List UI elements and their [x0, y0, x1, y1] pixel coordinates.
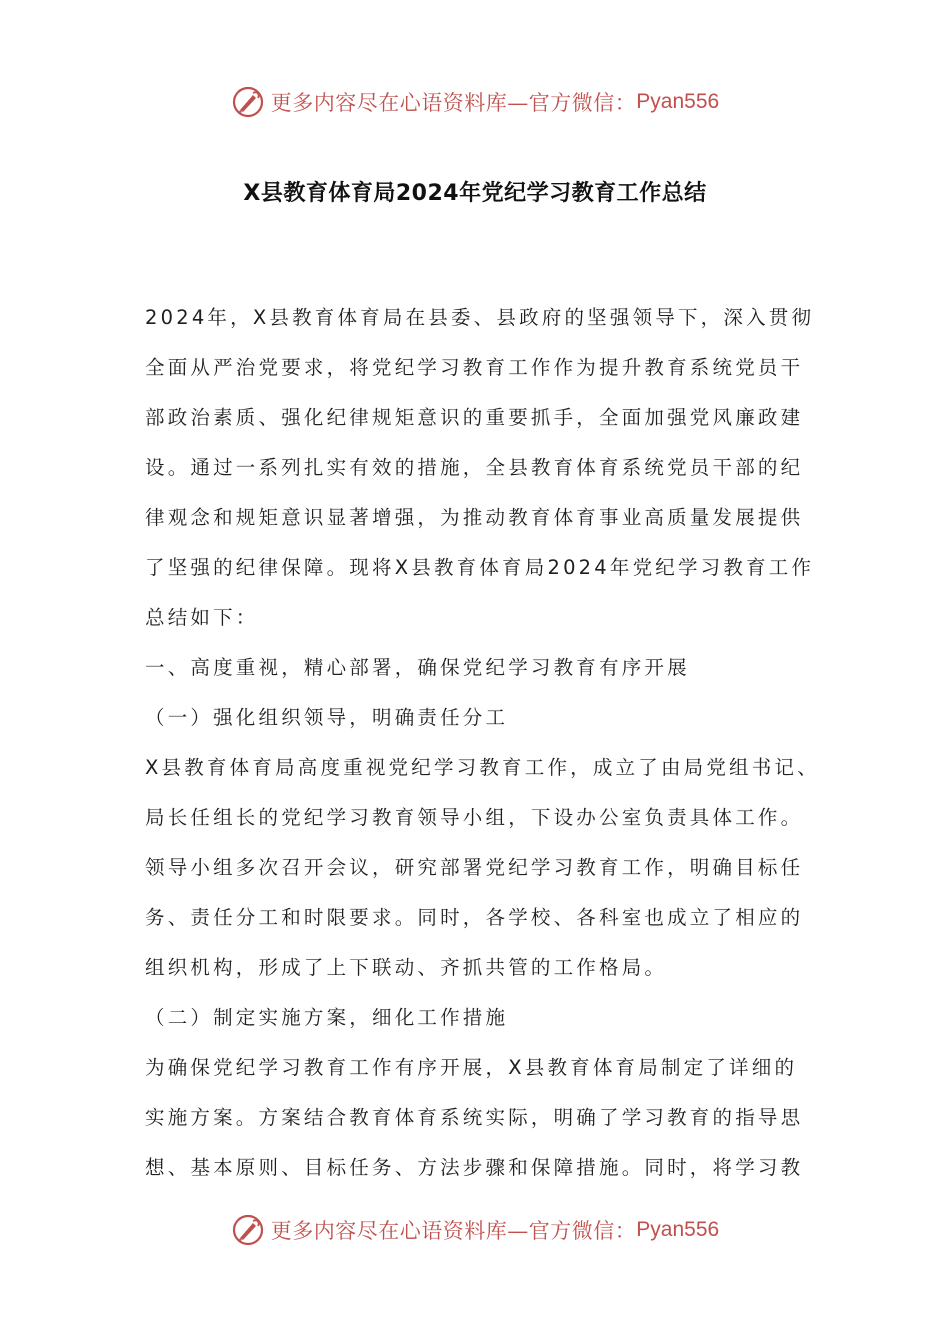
- text-line: 局长任组长的党纪学习教育领导小组，下设办公室负责具体工作。: [145, 806, 804, 829]
- text-line: 部政治素质、强化纪律规矩意识的重要抓手，全面加强党风廉政建: [145, 406, 804, 429]
- pen-logo-icon: [231, 85, 265, 119]
- watermark-text: 更多内容尽在心语资料库—官方微信：: [270, 91, 637, 115]
- subsection-heading: （一）强化组织领导，明确责任分工: [145, 706, 509, 729]
- text-line: 设。通过一系列扎实有效的措施，全县教育体育系统党员干部的纪: [145, 456, 804, 479]
- document-body: [145, 293, 825, 1193]
- watermark-wechat-id: Pyan556: [636, 90, 720, 113]
- text-line: 律观念和规矩意识显著增强，为推动教育体育事业高质量发展提供: [145, 506, 804, 529]
- document-title: X县教育体育局2024年党纪学习教育工作总结: [243, 181, 707, 206]
- text-line: 为确保党纪学习教育工作有序开展，X县教育体育局制定了详细的: [145, 1056, 798, 1079]
- text-line: 总结如下：: [145, 606, 259, 629]
- text-line: 领导小组多次召开会议，研究部署党纪学习教育工作，明确目标任: [145, 856, 804, 879]
- section-heading: 一、高度重视，精心部署，确保党纪学习教育有序开展: [145, 656, 690, 679]
- pen-logo-icon: [231, 1213, 265, 1247]
- text-line: 了坚强的纪律保障。现将X县教育体育局2024年党纪学习教育工作: [145, 556, 815, 579]
- watermark-text: 更多内容尽在心语资料库—官方微信：: [270, 1219, 637, 1243]
- text-line: 全面从严治党要求，将党纪学习教育工作作为提升教育系统党员干: [145, 356, 804, 379]
- subsection-heading: （二）制定实施方案，细化工作措施: [145, 1006, 509, 1029]
- watermark-banner-top: [0, 82, 950, 122]
- text-line: 实施方案。方案结合教育体育系统实际，明确了学习教育的指导思: [145, 1106, 804, 1129]
- text-line: 想、基本原则、目标任务、方法步骤和保障措施。同时，将学习教: [145, 1156, 804, 1179]
- text-line: 组织机构，形成了上下联动、齐抓共管的工作格局。: [145, 956, 668, 979]
- watermark-banner-bottom: [0, 1210, 950, 1250]
- text-line: 2024年，X县教育体育局在县委、县政府的坚强领导下，深入贯彻: [145, 306, 815, 329]
- watermark-wechat-id: Pyan556: [636, 1218, 720, 1241]
- text-line: X县教育体育局高度重视党纪学习教育工作，成立了由局党组书记、: [145, 756, 820, 779]
- text-line: 务、责任分工和时限要求。同时，各学校、各科室也成立了相应的: [145, 906, 804, 929]
